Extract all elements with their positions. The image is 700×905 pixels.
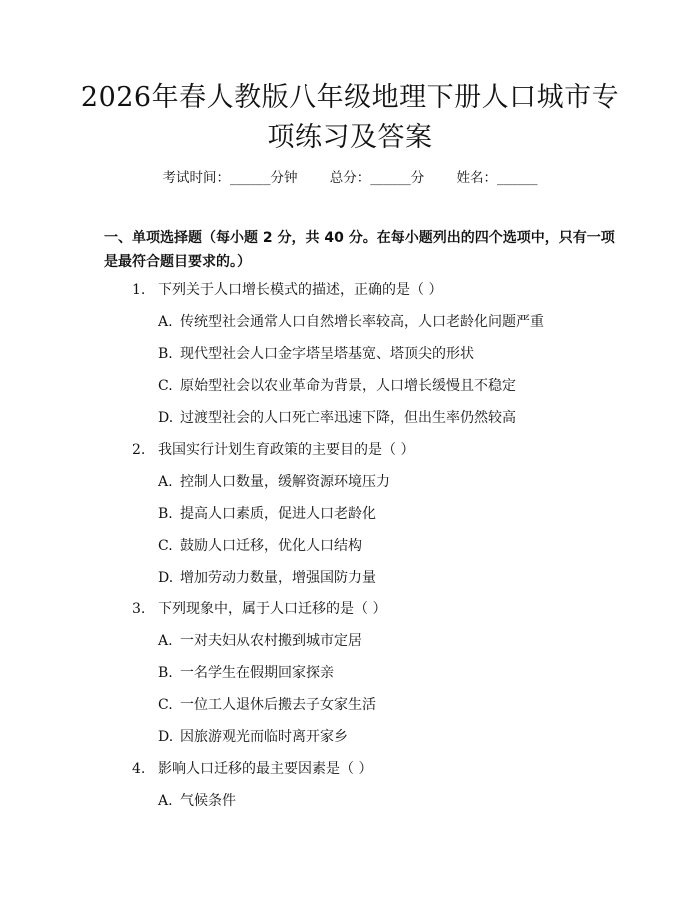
title-line-2: 项练习及答案 [267, 122, 433, 153]
option-text: 鼓励人口迁移，优化人口结构 [180, 538, 362, 554]
option-2b [158, 504, 376, 524]
question-2 [132, 440, 414, 460]
option-letter: A. [158, 633, 173, 649]
option-3d [158, 727, 348, 747]
question-number: 1. [132, 282, 146, 298]
option-1a [158, 312, 544, 332]
option-text: 一对夫妇从农村搬到城市定居 [180, 633, 362, 649]
name-field: 姓名：______ [456, 170, 538, 186]
option-letter: B. [158, 665, 173, 681]
option-letter: C. [158, 697, 173, 713]
option-1c [158, 376, 516, 396]
option-3b [158, 663, 334, 683]
option-text: 气候条件 [180, 793, 236, 809]
option-text: 提高人口素质，促进人口老龄化 [180, 506, 376, 522]
option-letter: A. [158, 314, 173, 330]
question-3 [132, 599, 386, 619]
question-text: 下列现象中，属于人口迁移的是（ ） [158, 601, 387, 617]
title-line-1: 2026年春人教版八年级地理下册人口城市专 [80, 82, 620, 113]
question-4 [132, 759, 372, 779]
option-letter: A. [158, 793, 173, 809]
option-text: 增加劳动力数量，增强国防力量 [180, 570, 376, 586]
option-text: 传统型社会通常人口自然增长率较高，人口老龄化问题严重 [180, 314, 544, 330]
question-text: 下列关于人口增长模式的描述，正确的是（ ） [158, 282, 443, 298]
option-3a [158, 631, 362, 651]
option-letter: D. [158, 729, 174, 745]
option-text: 因旅游观光而临时离开家乡 [180, 729, 348, 745]
question-number: 2. [132, 442, 146, 458]
option-letter: C. [158, 378, 173, 394]
exam-time-field: 考试时间：______分钟 [162, 170, 298, 186]
question-text: 影响人口迁移的最主要因素是（ ） [158, 761, 373, 777]
option-2c [158, 536, 362, 556]
question-text: 我国实行计划生育政策的主要目的是（ ） [158, 442, 415, 458]
option-letter: D. [158, 570, 174, 586]
option-1b [158, 344, 474, 364]
option-letter: B. [158, 506, 173, 522]
option-letter: B. [158, 346, 173, 362]
option-text: 原始型社会以农业革命为背景，人口增长缓慢且不稳定 [180, 378, 516, 394]
option-letter: C. [158, 538, 173, 554]
question-1 [132, 280, 442, 300]
total-score-field: 总分：______分 [329, 170, 425, 186]
option-letter: D. [158, 410, 174, 426]
question-number: 3. [132, 601, 146, 617]
option-text: 控制人口数量，缓解资源环境压力 [180, 474, 390, 490]
option-text: 过渡型社会的人口死亡率迅速下降，但出生率仍然较高 [180, 410, 516, 426]
option-1d [158, 408, 516, 428]
option-2d [158, 568, 376, 588]
section-heading-line-1: 一、单项选择题（每小题 2 分，共 40 分。在每小题列出的四个选项中，只有一项 [104, 230, 615, 246]
option-2a [158, 472, 390, 492]
option-text: 现代型社会人口金字塔呈塔基宽、塔顶尖的形状 [180, 346, 474, 362]
option-letter: A. [158, 474, 173, 490]
section-heading-line-2: 是最符合题目要求的。） [104, 254, 251, 270]
question-number: 4. [132, 761, 146, 777]
option-4a [158, 791, 236, 811]
option-text: 一名学生在假期回家探亲 [180, 665, 334, 681]
option-text: 一位工人退休后搬去子女家生活 [180, 697, 376, 713]
option-3c [158, 695, 376, 715]
